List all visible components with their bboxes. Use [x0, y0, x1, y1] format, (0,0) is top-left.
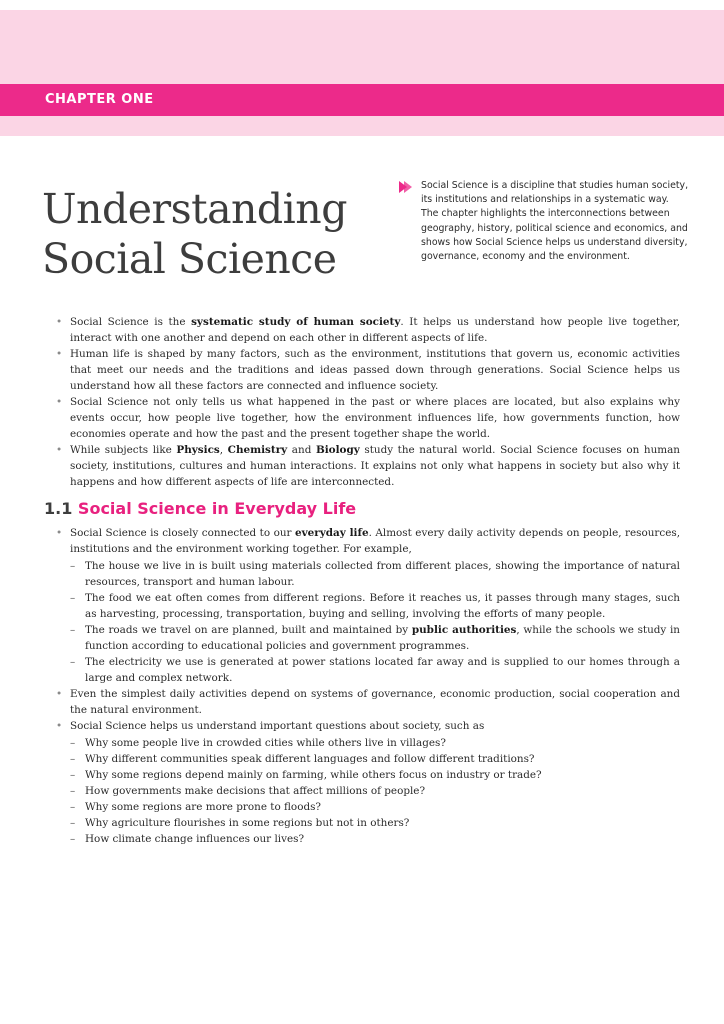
- question-item: – How climate change influences our lives?: [70, 831, 680, 847]
- bold-term: public authorities: [411, 624, 517, 636]
- section-number: 1.1: [44, 499, 73, 518]
- pink-arrow-icon: [399, 181, 413, 193]
- text-run: . It helps us understand how people live together, interact with one another and depend on each other in different aspects of life.: [70, 316, 680, 344]
- list-item: [56, 525, 680, 686]
- question-item: – How governments make decisions that affect millions of people?: [70, 783, 680, 799]
- chapter-summary: Social Science is a discipline that studies human society, its institutions and relationships in a systematic way. The chapter highlights the interconnections between geography, history, political science and economics, and shows how Social Science helps us understand diversity, governance, economy and the environment.: [421, 180, 689, 263]
- bold-term: Physics: [176, 444, 220, 456]
- bold-term: everyday life: [294, 527, 369, 539]
- list-item: [56, 718, 680, 847]
- question-item: – Why some regions depend mainly on farming, while others focus on industry or trade?: [70, 767, 680, 783]
- example-item: – The electricity we use is generated at power stations located far away and is supplied to our homes through a large and complex network.: [70, 654, 680, 686]
- chapter-label: CHAPTER ONE: [45, 92, 154, 107]
- text-run: Social Science is closely connected to our: [70, 527, 295, 539]
- question-item: – Why agriculture flourishes in some regions but not in others?: [70, 815, 680, 831]
- text-run: The roads we travel on are planned, built and maintained by: [85, 624, 412, 636]
- question-item: – Why some regions are more prone to floods?: [70, 799, 680, 815]
- list-item: • Social Science not only tells us what happened in the past or where places are located, but also explains why events occur, how people live together, how the environment influences life, how governments function, how economies operate and how the past and the present together shape the world.: [56, 394, 680, 442]
- section-heading: [44, 498, 356, 520]
- list-item: • Human life is shaped by many factors, such as the environment, institutions that govern us, economic activities that meet our needs and the traditions and ideas passed down through generations. Social Science helps us understand how all these factors are connected and influence society.: [56, 346, 680, 394]
- chapter-title-line-1: Understanding: [42, 185, 347, 233]
- list-item: [56, 442, 680, 490]
- list-item: [56, 314, 680, 346]
- intro-list: [56, 314, 680, 490]
- question-item: – Why different communities speak different languages and follow different traditions?: [70, 751, 680, 767]
- example-item: [70, 622, 680, 654]
- header-band: [0, 10, 724, 136]
- bold-term: Chemistry: [227, 444, 288, 456]
- section-title: Social Science in Everyday Life: [77, 499, 357, 518]
- bold-term: Biology: [315, 444, 360, 456]
- chapter-title: [42, 184, 347, 284]
- question-item: – Why some people live in crowded cities while others live in villages?: [70, 735, 680, 751]
- text-run: ,: [219, 444, 228, 456]
- text-run: and: [287, 444, 316, 456]
- text-run: While subjects like: [70, 444, 177, 456]
- example-item: – The house we live in is built using materials collected from different places, showing the importance of natural resources, transport and human labour.: [70, 558, 680, 590]
- examples-list: [70, 558, 680, 686]
- text-run: , while the schools we study in function according to educational policies and government programmes.: [85, 624, 680, 652]
- bold-term: systematic study of human society: [191, 316, 401, 328]
- text-run: Social Science is the: [70, 316, 192, 328]
- questions-list: [70, 735, 680, 847]
- text-run: study the natural world. Social Science focuses on human society, institutions, cultures and human interactions. It explains not only what happens in society but also why it happens and how different aspects of life are interconnected.: [70, 444, 681, 488]
- example-item: – The food we eat often comes from different regions. Before it reaches us, it passes through many stages, such as harvesting, processing, transportation, buying and selling, involving the efforts of many people.: [70, 590, 680, 622]
- text-run: . Almost every daily activity depends on people, resources, institutions and the environment working together. For example,: [70, 527, 680, 555]
- text-run: Social Science helps us understand important questions about society, such as: [70, 720, 485, 732]
- section-list: [56, 525, 680, 847]
- chapter-title-line-2: Social Science: [42, 235, 337, 283]
- list-item: • Even the simplest daily activities depend on systems of governance, economic production, social cooperation and the natural environment.: [56, 686, 680, 718]
